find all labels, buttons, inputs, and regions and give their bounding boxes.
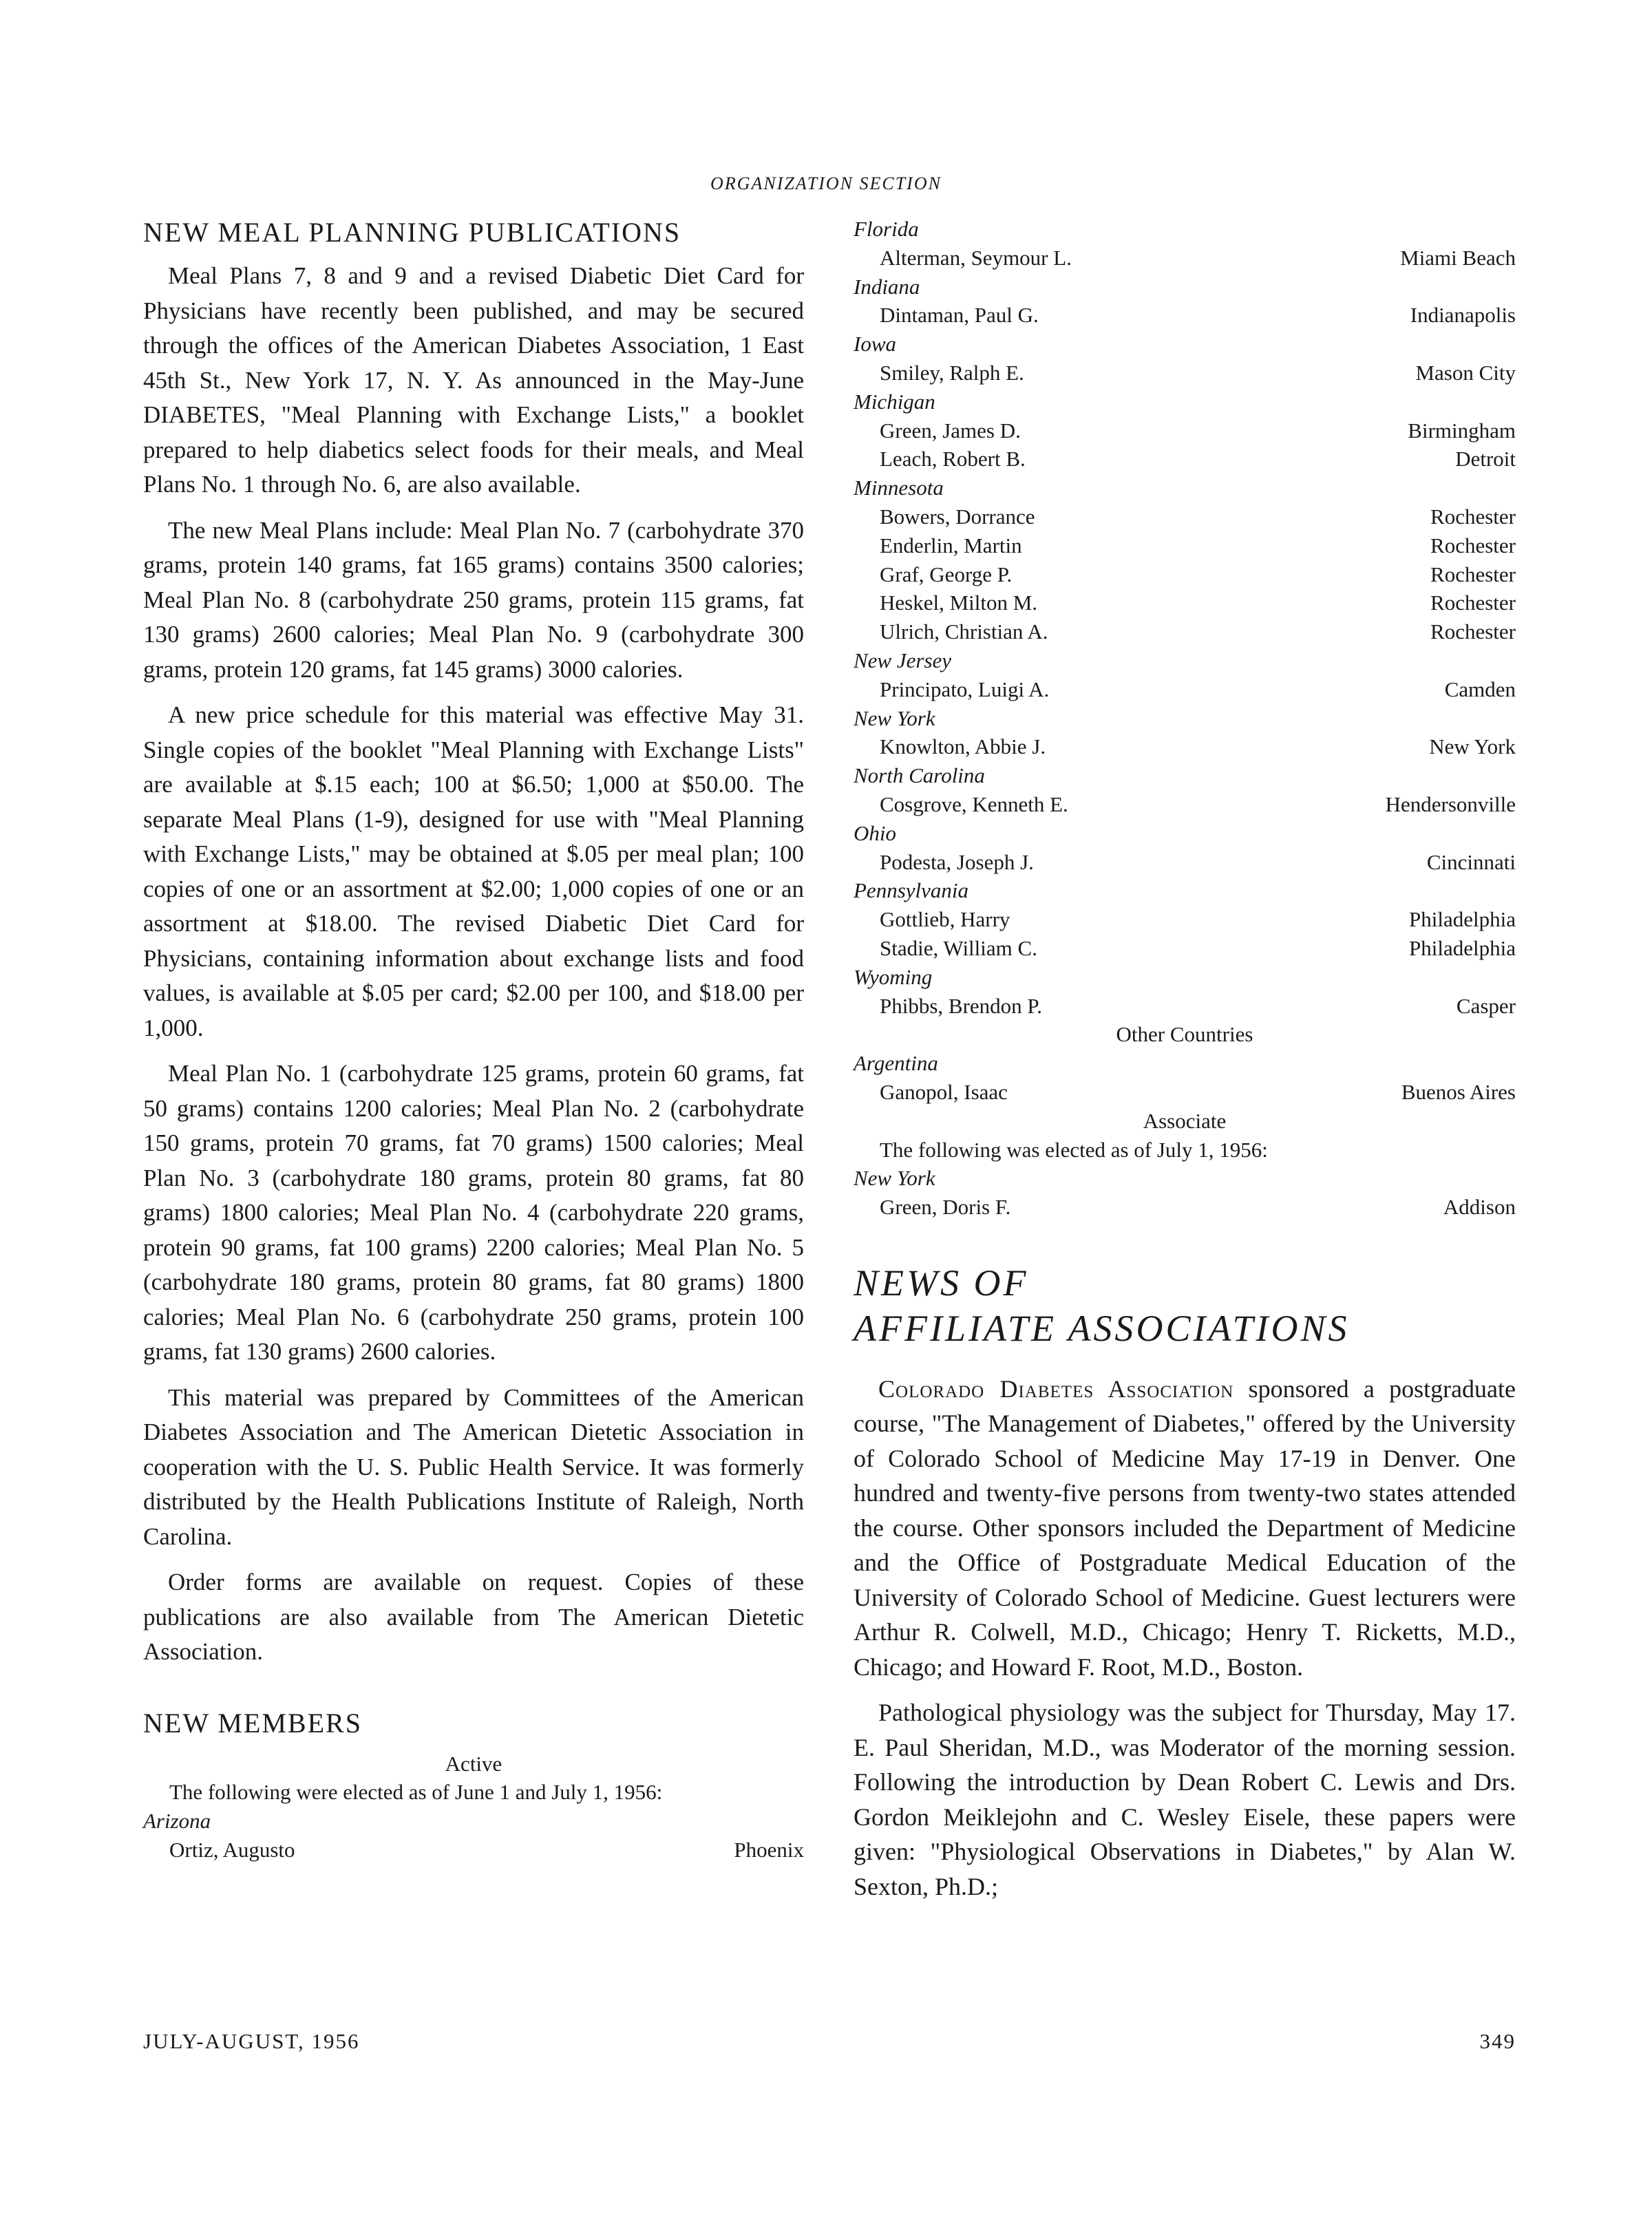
state-label: New York xyxy=(854,1166,935,1191)
new-members-list-start xyxy=(143,1750,804,1865)
paragraph: The new Meal Plans include: Meal Plan No. 7 (carbohydrate 370 grams, protein 140 grams, fat 165 grams) contains 3500 calories; Meal Plan No. 8 (carbohydrate 250 grams, protein 115 grams, fat 130 grams) 2600 calories; Meal Plan No. 9 (carbohydrate 300 grams, protein 120 grams, fat 145 grams) 3000 calories. xyxy=(143,516,804,683)
member-city: Phoenix xyxy=(734,1837,804,1862)
member-row xyxy=(854,502,1516,531)
member-city: Rochester xyxy=(1430,504,1516,529)
state-label: North Carolina xyxy=(854,763,985,788)
member-row xyxy=(854,1078,1516,1107)
member-city: New York xyxy=(1429,734,1516,759)
state-label: Florida xyxy=(854,217,919,241)
member-city: Miami Beach xyxy=(1400,245,1516,270)
news-heading xyxy=(854,1260,1516,1351)
state-label: Wyoming xyxy=(854,964,933,989)
state-label: New Jersey xyxy=(854,648,952,672)
member-city: Rochester xyxy=(1430,533,1516,558)
member-city: Camden xyxy=(1444,677,1516,701)
news-body xyxy=(854,1372,1516,1904)
member-row xyxy=(854,301,1516,330)
member-name: Cosgrove, Kenneth E. xyxy=(880,792,1068,816)
member-city: Indianapolis xyxy=(1410,303,1516,328)
paragraph: A new price schedule for this material was effective May 31. Single copies of the booklet "Meal Planning with Exchange Lists" are available at $.15 each; 100 at $6.50; 1,000 at $50.00. The separate Meal Plans (1-9), designed for use with "Meal Planning with Exchange Lists," may be obtained at $.05 per meal plan; 100 copies of one or an assortment at $2.00; 1,000 copies of one or an assortment at $18.00. The revised Diabetic Diet Card for Physicians, containing information about exchange lists and food values, is available at $.05 per card; $2.00 per 100, and $18.00 per 1,000. xyxy=(143,701,804,1041)
member-row xyxy=(854,905,1516,934)
members-list xyxy=(854,215,1516,1020)
member-city: Buenos Aires xyxy=(1401,1079,1516,1104)
member-name: Principato, Luigi A. xyxy=(880,677,1050,701)
member-city: Rochester xyxy=(1430,562,1516,586)
associate-note: The following was elected as of July 1, 1956: xyxy=(880,1137,1268,1162)
member-city: Addison xyxy=(1443,1195,1516,1220)
member-row xyxy=(854,1193,1516,1222)
member-row xyxy=(854,848,1516,877)
member-row xyxy=(854,675,1516,704)
right-column xyxy=(854,215,1516,1915)
running-head: ORGANIZATION SECTION xyxy=(710,173,942,193)
state-label: Pennsylvania xyxy=(854,878,969,903)
members-list-continued xyxy=(854,1020,1516,1222)
paragraph: Order forms are available on request. Copies of these publications are also available from The American Dietetic Association. xyxy=(143,1569,804,1665)
member-name: Stadie, William C. xyxy=(880,935,1037,960)
member-name: Ganopol, Isaac xyxy=(880,1079,1008,1104)
member-name: Dintaman, Paul G. xyxy=(880,303,1039,328)
new-members-heading: NEW MEMBERS xyxy=(143,1707,362,1739)
member-name: Phibbs, Brendon P. xyxy=(880,993,1042,1018)
member-name: Bowers, Dorrance xyxy=(880,504,1035,529)
member-city: Cincinnati xyxy=(1426,849,1516,874)
member-row xyxy=(854,531,1516,560)
member-name: Green, Doris F. xyxy=(880,1195,1011,1220)
member-name: Graf, George P. xyxy=(880,562,1013,586)
associate-label: Associate xyxy=(1143,1108,1227,1133)
member-row xyxy=(854,359,1516,387)
member-city: Detroit xyxy=(1455,447,1516,471)
member-city: Rochester xyxy=(1430,619,1516,644)
member-city: Casper xyxy=(1456,993,1516,1018)
member-city: Mason City xyxy=(1415,360,1516,385)
paragraph xyxy=(854,1372,1516,1685)
organization-name: Colorado Diabetes Association xyxy=(878,1374,1234,1403)
paragraph: Pathological physiology was the subject for Thursday, May 17. E. Paul Sheridan, M.D., was Moderator of the morning session. Following the introduction by Dean Robert C. Lewis and Drs. Gordon Meiklejohn and C. Wesley Eisele, these papers were given: "Physiological Observations in Diabetes," by Alan W. Sexton, Ph.D.; xyxy=(854,1699,1516,1900)
member-row xyxy=(854,588,1516,617)
member-name: Alterman, Seymour L. xyxy=(880,245,1072,270)
paragraph-text: sponsored a postgraduate course, "The Management of Diabetes," offered by the University of Colorado School of Medicine May 17-19 in Denver. One hundred and twenty-five persons from twenty-two states attended the course. Other sponsors included the Department of Medicine and the Office of Postgraduate Medical Education of the University of Colorado School of Medicine. Guest lecturers were Arthur R. Colwell, M.D., Chicago; Henry T. Ricketts, M.D., Chicago; and Howard F. Root, M.D., Boston. xyxy=(854,1374,1516,1681)
news-heading-line2: AFFILIATE ASSOCIATIONS xyxy=(854,1307,1350,1349)
member-row xyxy=(854,416,1516,445)
page-number: 349 xyxy=(1479,2029,1516,2053)
publications-body xyxy=(143,259,804,1670)
state-label: Indiana xyxy=(854,274,920,299)
member-name: Knowlton, Abbie J. xyxy=(880,734,1046,759)
state-label: Michigan xyxy=(854,389,935,414)
state-label: Minnesota xyxy=(854,476,944,500)
member-row xyxy=(854,617,1516,646)
publications-heading: NEW MEAL PLANNING PUBLICATIONS xyxy=(143,217,681,248)
state-label: Argentina xyxy=(854,1051,938,1076)
member-name: Leach, Robert B. xyxy=(880,447,1026,471)
member-name: Ulrich, Christian A. xyxy=(880,619,1048,644)
member-row xyxy=(854,445,1516,474)
member-row xyxy=(143,1836,804,1865)
state-label: Iowa xyxy=(854,332,896,357)
member-row xyxy=(854,934,1516,963)
left-column xyxy=(143,215,804,1865)
state-label: Arizona xyxy=(143,1809,211,1834)
member-name: Ortiz, Augusto xyxy=(169,1837,295,1862)
member-name: Enderlin, Martin xyxy=(880,533,1022,558)
member-name: Podesta, Joseph J. xyxy=(880,849,1034,874)
footer-issue: JULY-AUGUST, 1956 xyxy=(143,2029,360,2053)
news-heading-line1: NEWS OF xyxy=(854,1262,1029,1304)
member-name: Green, James D. xyxy=(880,418,1021,443)
member-row xyxy=(854,560,1516,589)
member-city: Birmingham xyxy=(1408,418,1516,443)
other-countries-label: Other Countries xyxy=(1116,1022,1253,1047)
state-label: New York xyxy=(854,705,935,730)
member-city: Philadelphia xyxy=(1409,907,1516,932)
member-row xyxy=(854,732,1516,761)
state-label: Ohio xyxy=(854,820,896,845)
member-city: Philadelphia xyxy=(1409,935,1516,960)
active-note: The following were elected as of June 1 and July 1, 1956: xyxy=(169,1780,663,1805)
paragraph: This material was prepared by Committees of the American Diabetes Association and The American Dietetic Association in cooperation with the U. S. Public Health Service. It was formerly distributed by the Health Publications Institute of Raleigh, North Carolina. xyxy=(143,1383,804,1550)
member-row xyxy=(854,790,1516,819)
paragraph: Meal Plans 7, 8 and 9 and a revised Diabetic Diet Card for Physicians have recently been published, and may be secured through the offices of the American Diabetes Association, 1 East 45th St., New York 17, N. Y. As announced in the May-June DIABETES, "Meal Planning with Exchange Lists," a booklet prepared to help diabetics select foods for their meals, and Meal Plans No. 1 through No. 6, are also available. xyxy=(143,262,804,498)
member-row xyxy=(854,992,1516,1021)
member-name: Smiley, Ralph E. xyxy=(880,360,1024,385)
member-name: Gottlieb, Harry xyxy=(880,907,1010,932)
member-city: Rochester xyxy=(1430,591,1516,615)
active-label: Active xyxy=(445,1751,502,1776)
member-row xyxy=(854,244,1516,273)
paragraph: Meal Plan No. 1 (carbohydrate 125 grams, protein 60 grams, fat 50 grams) contains 1200 calories; Meal Plan No. 2 (carbohydrate 150 grams, protein 70 grams, fat 70 grams) 1500 calories; Meal Plan No. 3 (carbohydrate 180 grams, protein 80 grams, fat 80 grams) 1800 calories; Meal Plan No. 4 (carbohydrate 220 grams, protein 90 grams, fat 100 grams) 2200 calories; Meal Plan No. 5 (carbohydrate 180 grams, protein 80 grams, fat 80 grams) 1800 calories; Meal Plan No. 6 (carbohydrate 250 grams, protein 100 grams, fat 130 grams) 2600 calories. xyxy=(143,1060,804,1365)
member-city: Hendersonville xyxy=(1385,792,1516,816)
member-name: Heskel, Milton M. xyxy=(880,591,1038,615)
